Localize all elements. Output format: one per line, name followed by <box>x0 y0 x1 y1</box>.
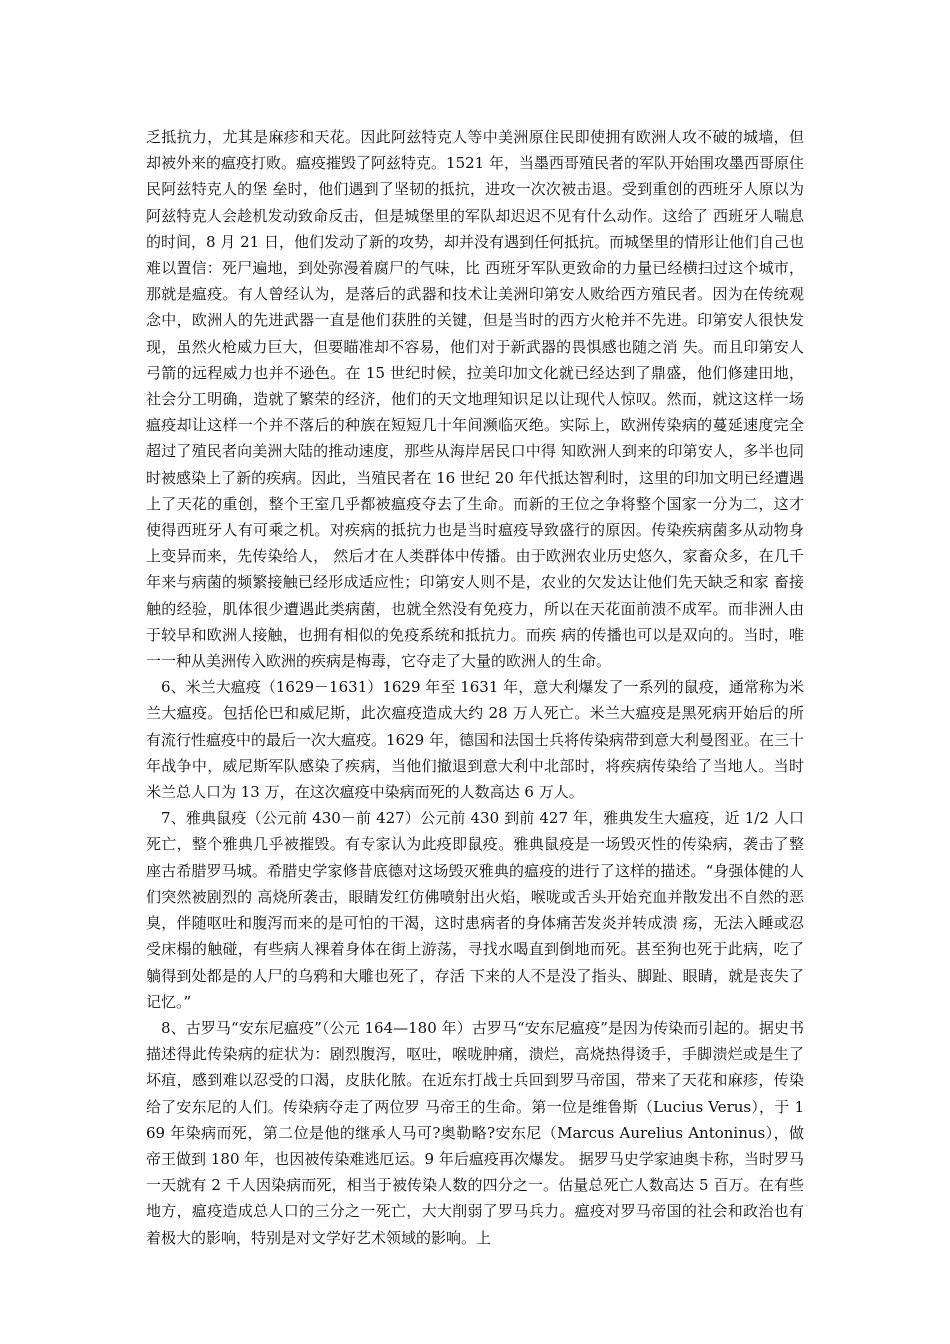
paragraph-aztec-smallpox: 乏抵抗力，尤其是麻疹和天花。因此阿兹特克人等中美洲原住民即使拥有欧洲人攻不破的城墙，但却被外来的瘟疫打败。瘟疫摧毁了阿兹特克。1521 年，当墨西哥殖民者的军队开始围攻墨西哥原住民阿兹特克人的堡 垒时，他们遇到了坚韧的抵抗，进攻一次次被击退。受到重创的西班牙人原以为阿兹特克人会趁机发动致命反击，但是城堡里的军队却迟迟不见有什么动作。这给了 西班牙人喘息的时间，8 月 21 日，他们发动了新的攻势，却并没有遇到任何抵抗。而城堡里的情形让他们自己也难以置信：死尸遍地，到处弥漫着腐尸的气味，比 西班牙军队更致命的力量已经横扫过这个城市，那就是瘟疫。有人曾经认为，是落后的武器和技术让美洲印第安人败给西方殖民者。因为在传统观念中，欧洲人的先进武器一直是他们获胜的关键，但是当时的西方火枪并不先进。印第安人很快发现，虽然火枪威力巨大，但要瞄准却不容易，他们对于新武器的畏惧感也随之消 失。而且印第安人弓箭的远程威力也并不逊色。在 15 世纪时候，拉美印加文化就已经达到了鼎盛，他们修建田地，社会分工明确，造就了繁荣的经济，他们的天文地理知识足以让现代人惊叹。然而，就这这样一场瘟疫却让这样一个并不落后的种族在短短几十年间濒临灭绝。实际上，欧洲传染病的蔓延速度完全超过了殖民者向美洲大陆的推动速度，那些从海岸居民口中得 知欧洲人到来的印第安人，多半也同时被感染上了新的疾病。因此，当殖民者在 16 世纪 20 年代抵达智利时，这里的印加文明已经遭遇上了天花的重创，整个王室几乎都被瘟疫夺去了生命。而新的王位之争将整个国家一分为二，这才使得西班牙人有可乘之机。对疾病的抵抗力也是当时瘟疫导致盛行的原因。传染疾病菌多从动物身上变异而来，先传染给人， 然后才在人类群体中传播。由于欧洲农业历史悠久，家畜众多，在几千年来与病菌的频繁接触已经形成适应性；印第安人则不是，农业的欠发达让他们先天缺乏和家 畜接触的经验，肌体很少遭遇此类病菌，也就全然没有免疫力，所以在天花面前溃不成军。而非洲人由于较早和欧洲人接触，也拥有相似的免疫系统和抵抗力。而疾 病的传播也可以是双向的。当时，唯一一种从美洲传入欧洲的疾病是梅毒，它夺走了大量的欧洲人的生命。 <box>146 128 804 671</box>
document-page <box>146 124 804 1251</box>
paragraph-milan-plague: 6、米兰大瘟疫（1629－1631）1629 年至 1631 年，意大利爆发了一系列的鼠疫，通常称为米兰大瘟疫。包括伦巴和威尼斯，此次瘟疫造成大约 28 万人死亡。米兰大瘟疫是黑死病开始后的所有流行性瘟疫中的最后一次大瘟疫。1629 年，德国和法国士兵将传染病带到意大利曼图亚。在三十年战争中，威尼斯军队感染了疾病，当他们撤退到意大利中北部时，将疾病传染给了当地人。当时米兰总人口为 13 万，在这次瘟疫中染病而死的人数高达 6 万人。 <box>146 678 804 802</box>
paragraph-antonine-plague: 8、古罗马“安东尼瘟疫”（公元 164—180 年）古罗马“安东尼瘟疫”是因为传染而引起的。据史书描述得此传染病的症状为：剧烈腹泻，呕吐，喉咙肿痛，溃烂，高烧热得烫手，手脚溃烂或是生了坏疽，感到难以忍受的口渴，皮肤化脓。在近东打战士兵回到罗马帝国，带来了天花和麻疹，传染给了安东尼的人们。传染病夺走了两位罗 马帝王的生命。第一位是维鲁斯（Lucius Verus），于 169 年染病而死，第二位是他的继承人马可?奥勒略?安东尼（Marcus Aurelius Antoninus），做帝王做到 180 年，也因被传染难逃厄运。9 年后瘟疫再次爆发。 据罗马史学家迪奥卡称，当时罗马一天就有 2 千人因染病而死，相当于被传染人数的四分之一。估量总死亡人数高达 5 百万。在有些地方，瘟疫造成总人口的三分之一死亡，大大削弱了罗马兵力。瘟疫对罗马帝国的社会和政治也有着极大的影响，特别是对文学好艺术领域的影响。上 <box>146 1018 804 1247</box>
paragraph-athens-plague: 7、雅典鼠疫（公元前 430－前 427）公元前 430 到前 427 年，雅典发生大瘟疫，近 1/2 人口死亡，整个雅典几乎被摧毁。有专家认为此疫即鼠疫。雅典鼠疫是一场毁灭性的传染病，袭击了整座古希腊罗马城。希腊史学家修昔底德对这场毁灭雅典的瘟疫的进行了这样的描述。“身强体健的人们突然被剧烈的 高烧所袭击，眼睛发红仿佛喷射出火焰，喉咙或舌头开始充血并散发出不自然的恶臭，伴随呕吐和腹泻而来的是可怕的干渴，这时患病者的身体痛苦发炎并转成溃 疡，无法入睡或忍受床榻的触碰，有些病人裸着身体在街上游荡，寻找水喝直到倒地而死。甚至狗也死于此病，吃了躺得到处都是的人尸的乌鸦和大雕也死了，存活 下来的人不是没了指头、脚趾、眼睛，就是丧失了记忆。” <box>146 809 804 1011</box>
